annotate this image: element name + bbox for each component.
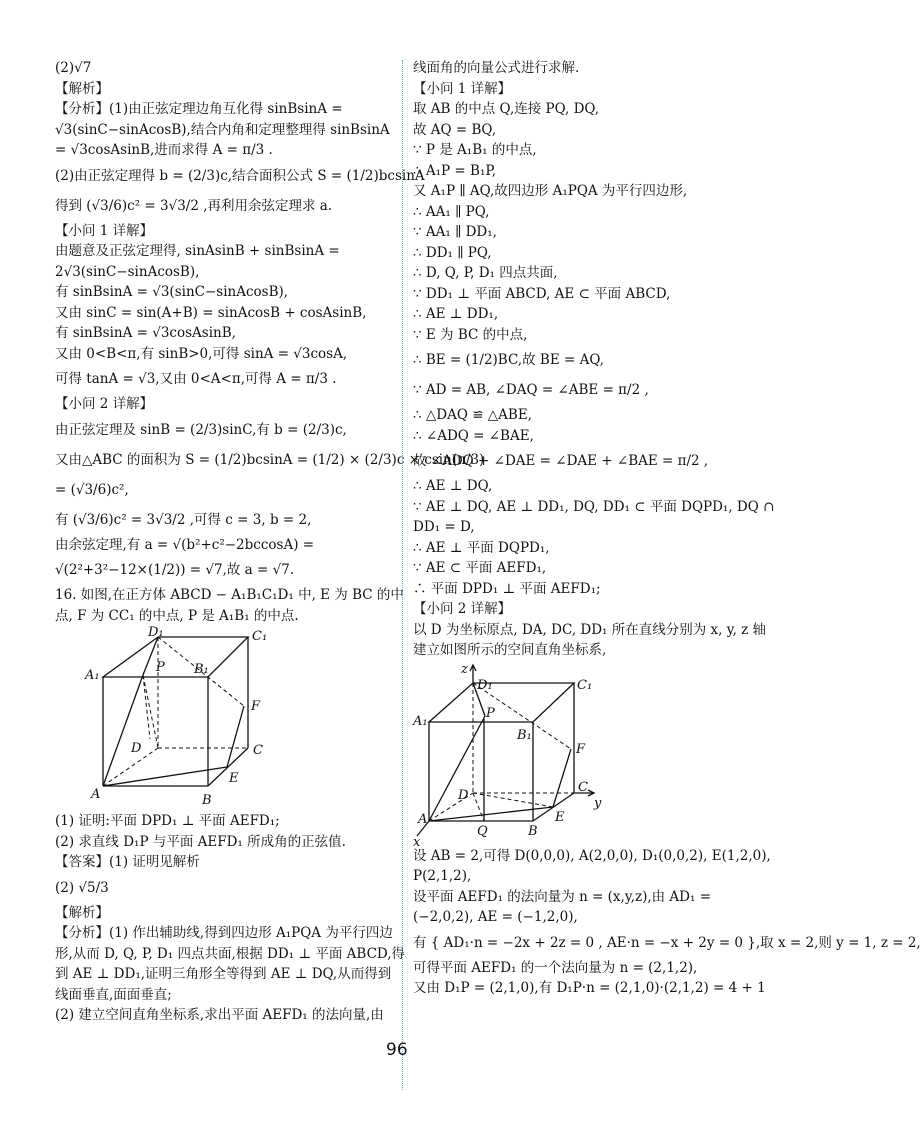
- text-line: 【小问 2 详解】: [55, 396, 154, 412]
- fig2-label-q: Q: [477, 823, 488, 839]
- text-line: 以 D 为坐标原点, DA, DC, DD₁ 所在直线分别为 x, y, z 轴: [413, 621, 767, 638]
- text-line: √3(sinC−sinAcosB),结合内角和定理整理得 sinBsinA: [55, 121, 390, 138]
- text-line: 【小问 1 详解】: [55, 222, 154, 239]
- text-line: 可得 tanA = √3,又由 0<A<π,可得 A = π/3 .: [55, 371, 337, 387]
- fig2-label-c: C: [578, 779, 588, 795]
- text-line: (2)√7: [55, 60, 92, 76]
- text-line: 建立如图所示的空间直角坐标系,: [413, 642, 607, 658]
- text-line: 由余弦定理,有 a = √(b²+c²−2bccosA) =: [55, 536, 315, 553]
- text-line: ∴ DD₁ ∥ PQ,: [413, 244, 492, 261]
- left-text-block-2: [55, 811, 406, 1026]
- text-line: ∵ AE ⊂ 平面 AEFD₁,: [413, 560, 547, 576]
- text-line: 又 A₁P ∥ AQ,故四边形 A₁PQA 为平行四边形,: [413, 183, 688, 199]
- text-line: 【小问 1 详解】: [413, 80, 512, 97]
- fig2-label-b1: B₁: [517, 727, 532, 743]
- text-line: ∴ AE ⊥ DD₁,: [413, 306, 499, 322]
- text-line: ∴ ∠ADQ = ∠BAE,: [413, 427, 534, 444]
- page-number: 96: [386, 1040, 408, 1060]
- text-line: 得到 (√3/6)c² = 3√3/2 ,再利用余弦定理求 a.: [55, 197, 333, 214]
- text-line: ∴ AE ⊥ DQ,: [413, 478, 493, 494]
- text-line: ∵ AA₁ ∥ DD₁,: [413, 224, 497, 240]
- fig1-label-d: D: [131, 741, 142, 756]
- fig1-label-d1: D₁: [148, 625, 164, 640]
- fig2-label-a1: A₁: [413, 713, 428, 729]
- text-line: 16. 如图,在正方体 ABCD − A₁B₁C₁D₁ 中, E 为 BC 的中: [55, 587, 404, 603]
- text-line: ∴ A₁P = B₁P,: [413, 162, 496, 179]
- text-line: ∵ AE ⊥ DQ, AE ⊥ DD₁, DQ, DD₁ ⊂ 平面 DQPD₁, DQ ∩: [413, 498, 775, 515]
- fig1-label-a1: A₁: [85, 668, 100, 683]
- fig1-label-c1: C₁: [252, 629, 268, 644]
- text-line: (2) √5/3: [55, 879, 109, 896]
- fig2-label-b: B: [528, 823, 538, 839]
- fig2-label-f: F: [576, 741, 586, 757]
- column-divider: [402, 60, 403, 1090]
- fig2-label-p: P: [486, 705, 495, 721]
- text-line: ∴ △DAQ ≌ △ABE,: [413, 407, 532, 423]
- cube-figure-2: [413, 661, 753, 850]
- text-line: ∵ DD₁ ⊥ 平面 ABCD, AE ⊂ 平面 ABCD,: [413, 285, 671, 302]
- fig1-label-b1: B₁: [194, 662, 209, 677]
- text-line: 线面垂直,面面垂直;: [55, 986, 172, 1003]
- text-line: ∴ AE ⊥ 平面 DQPD₁,: [413, 539, 550, 556]
- text-line: ∵ AD = AB, ∠DAQ = ∠ABE = π/2 ,: [413, 382, 649, 398]
- text-line: 可得平面 AEFD₁ 的一个法向量为 n = (2,1,2),: [413, 959, 698, 976]
- text-line: 形,从而 D, Q, P, D₁ 四点共面,根据 DD₁ ⊥ 平面 ABCD,得: [55, 945, 406, 962]
- cube-figure-1: [55, 626, 392, 811]
- fig2-label-c1: C₁: [577, 677, 593, 693]
- text-line: = √3cosAsinB,进而求得 A = π/3 .: [55, 142, 273, 158]
- text-line: (2)由正弦定理得 b = (2/3)c,结合面积公式 S = (1/2)bcsinA: [55, 167, 425, 184]
- text-line: 又由 D₁P = (2,1,0),有 D₁P·n = (2,1,0)·(2,1,2) = 4 + 1: [413, 980, 766, 996]
- text-line: √(2²+3²−12×(1/2)) = √7,故 a = √7.: [55, 562, 295, 578]
- fig1-label-p: P: [156, 660, 165, 675]
- text-line: 故 AQ = BQ,: [413, 121, 497, 138]
- fig1-label-a: A: [91, 787, 101, 802]
- text-line: 又由 0<B<π,有 sinB>0,可得 sinA = √3cosA,: [55, 345, 348, 362]
- fig1-label-c: C: [253, 743, 263, 758]
- right-text-block-2: [413, 846, 921, 999]
- text-line: 故 ∠ADQ + ∠DAE = ∠DAE + ∠BAE = π/2 ,: [413, 453, 709, 469]
- text-line: ∴ AA₁ ∥ PQ,: [413, 203, 490, 220]
- text-line: 【小问 2 详解】: [413, 601, 512, 617]
- text-line: ∵ P 是 A₁B₁ 的中点,: [413, 142, 537, 158]
- text-line: 有 (√3/6)c² = 3√3/2 ,可得 c = 3, b = 2,: [55, 511, 312, 528]
- text-line: (2) 求直线 D₁P 与平面 AEFD₁ 所成角的正弦值.: [55, 833, 346, 850]
- text-line: 线面角的向量公式进行求解.: [413, 60, 580, 76]
- fig2-label-d1: D₁: [477, 677, 493, 693]
- text-line: (−2,0,2), AE = (−1,2,0),: [413, 909, 578, 925]
- fig2-label-z: z: [461, 661, 468, 677]
- text-line: 【解析】: [55, 80, 109, 97]
- fig2-label-y: y: [594, 795, 602, 811]
- right-text-block: [413, 58, 775, 661]
- fig2-label-a: A: [418, 811, 428, 827]
- text-line: 又由 sinC = sin(A+B) = sinAcosB + cosAsinB,: [55, 304, 367, 321]
- text-line: (1) 证明:平面 DPD₁ ⊥ 平面 AEFD₁;: [55, 813, 280, 829]
- text-line: ∴ D, Q, P, D₁ 四点共面,: [413, 265, 558, 281]
- fig1-label-b: B: [202, 793, 212, 808]
- fig2-label-d: D: [458, 787, 469, 803]
- text-line: 点, F 为 CC₁ 的中点, P 是 A₁B₁ 的中点.: [55, 607, 299, 624]
- text-line: 设 AB = 2,可得 D(0,0,0), A(2,0,0), D₁(0,0,2), E(1,2,0),: [413, 847, 771, 864]
- text-line: 【分析】(1)由正弦定理边角互化得 sinBsinA =: [55, 101, 343, 117]
- text-line: ∴ 平面 DPD₁ ⊥ 平面 AEFD₁;: [413, 580, 601, 597]
- right-column: [413, 58, 921, 999]
- text-line: 【解析】: [55, 904, 109, 921]
- fig2-label-e: E: [555, 809, 565, 825]
- text-line: 【分析】(1) 作出辅助线,得到四边形 A₁PQA 为平行四边: [55, 925, 393, 941]
- text-line: 又由△ABC 的面积为 S = (1/2)bcsinA = (1/2) × (2/3)c × csin(π/3): [55, 451, 485, 468]
- text-line: 设平面 AEFD₁ 的法向量为 n = (x,y,z),由 AD₁ =: [413, 888, 712, 905]
- text-line: 由题意及正弦定理得, sinAsinB + sinBsinA =: [55, 243, 340, 259]
- text-line: 2√3(sinC−sinAcosB),: [55, 263, 200, 280]
- text-line: (2) 建立空间直角坐标系,求出平面 AEFD₁ 的法向量,由: [55, 1007, 384, 1023]
- text-line: P(2,1,2),: [413, 868, 472, 884]
- text-line: 取 AB 的中点 Q,连接 PQ, DQ,: [413, 101, 600, 117]
- text-line: 由正弦定理及 sinB = (2/3)sinC,有 b = (2/3)c,: [55, 421, 347, 438]
- text-line: 有 sinBsinA = √3cosAsinB,: [55, 325, 236, 341]
- text-line: ∴ BE = (1/2)BC,故 BE = AQ,: [413, 352, 605, 368]
- fig1-label-f: F: [251, 699, 261, 714]
- text-line: 有 sinBsinA = √3(sinC−sinAcosB),: [55, 284, 289, 300]
- fig1-label-e: E: [229, 771, 239, 786]
- text-line: 有 { AD₁·n = −2x + 2z = 0 , AE·n = −x + 2y = 0 },取 x = 2,则 y = 1, z = 2,: [413, 934, 921, 951]
- text-line: ∵ E 为 BC 的中点,: [413, 326, 528, 343]
- text-line: = (√3/6)c²,: [55, 481, 129, 498]
- fig2-label-x: x: [413, 834, 421, 850]
- text-line: DD₁ = D,: [413, 519, 475, 535]
- text-line: 到 AE ⊥ DD₁,证明三角形全等得到 AE ⊥ DQ,从而得到: [55, 966, 392, 982]
- text-line: 【答案】(1) 证明见解析: [55, 854, 200, 870]
